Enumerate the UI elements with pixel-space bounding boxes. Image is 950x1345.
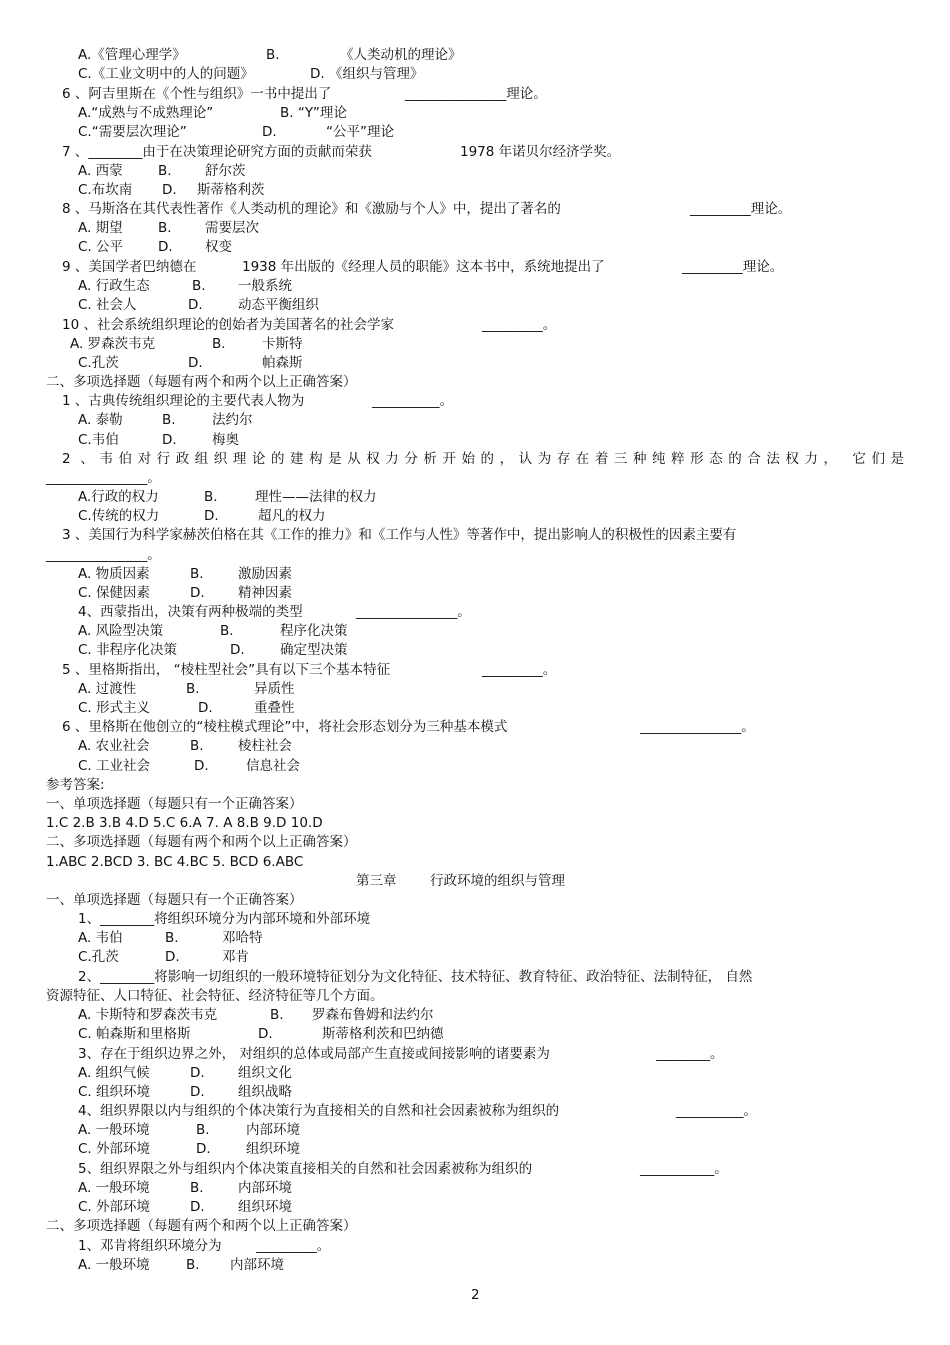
text-segment: B. <box>270 1007 284 1023</box>
text-segment: 斯蒂格利茨 <box>197 182 265 198</box>
text-segment: ________。 <box>656 1046 724 1062</box>
text-segment: A. 一般环境 <box>78 1180 150 1196</box>
text-line <box>0 335 950 354</box>
text-segment: 1978 年诺贝尔经济学奖。 <box>460 144 621 160</box>
text-segment: 邓肯 <box>222 949 249 965</box>
text-segment: 2 <box>471 1287 480 1303</box>
text-line <box>0 641 950 660</box>
text-segment: C.孔茨 <box>78 355 119 371</box>
text-segment: C.孔茨 <box>78 949 119 965</box>
text-segment: D. <box>158 239 173 255</box>
text-line <box>0 277 950 296</box>
text-segment: A. 罗森茨韦克 <box>70 336 156 352</box>
text-line <box>0 948 950 967</box>
text-segment: 1 、古典传统组织理论的主要代表人物为 <box>62 393 305 409</box>
text-segment: D. <box>196 1141 211 1157</box>
text-segment: C. 组织环境 <box>78 1084 151 1100</box>
text-segment: C.《工业文明中的人的问题》 <box>78 66 254 82</box>
text-segment: A. 物质因素 <box>78 566 150 582</box>
text-segment: C. 外部环境 <box>78 1199 151 1215</box>
text-segment: D. <box>162 182 177 198</box>
text-segment: 一、单项选择题（每题只有一个正确答案） <box>46 892 303 908</box>
text-segment: B. <box>212 336 226 352</box>
text-segment: 组织环境 <box>246 1141 300 1157</box>
text-segment: B. <box>192 278 206 294</box>
text-segment: 动态平衡组织 <box>238 297 319 313</box>
text-line <box>0 1102 950 1121</box>
text-segment: A. 期望 <box>78 220 123 236</box>
text-segment: C. 公平 <box>78 239 124 255</box>
text-segment: C. 社会人 <box>78 297 137 313</box>
text-line <box>0 181 950 200</box>
text-line <box>0 85 950 104</box>
text-segment: _______________。 <box>46 547 161 563</box>
text-segment: A. 行政生态 <box>78 278 150 294</box>
text-line <box>0 1198 950 1217</box>
text-segment: 资源特征、人口特征、社会特征、经济特征等几个方面。 <box>46 988 384 1004</box>
text-segment: 2 、韦伯对行政组织理论的建构是从权力分析开始的，认为存在着三种纯粹形态的合法权力， 它们是 <box>62 451 904 467</box>
text-line <box>0 354 950 373</box>
text-line <box>0 488 950 507</box>
text-segment: 1.ABC 2.BCD 3. BC 4.BC 5. BCD 6.ABC <box>46 854 304 870</box>
text-segment: 7 、________由于在决策理论研究方面的贡献而荣获 <box>62 144 372 160</box>
text-segment: 《人类动机的理论》 <box>340 47 462 63</box>
text-segment: C.布坎南 <box>78 182 133 198</box>
text-segment: 确定型决策 <box>280 642 348 658</box>
text-segment: B. “Y”理论 <box>280 105 347 121</box>
text-segment: 异质性 <box>254 681 295 697</box>
text-segment: A. 韦伯 <box>78 930 123 946</box>
text-segment: B. <box>158 163 172 179</box>
text-segment: 二、多项选择题（每题有两个和两个以上正确答案） <box>46 1218 357 1234</box>
text-segment: B. <box>186 1257 200 1273</box>
text-line <box>0 316 950 335</box>
text-segment: 5、组织界限之外与组织内个体决策直接相关的自然和社会因素被称为组织的 <box>78 1161 533 1177</box>
text-segment: A. 一般环境 <box>78 1257 150 1273</box>
text-line <box>0 987 950 1006</box>
text-segment: D. <box>190 585 205 601</box>
text-segment: 帕森斯 <box>262 355 303 371</box>
text-segment: C. 保健因素 <box>78 585 151 601</box>
text-segment: C. 帕森斯和里格斯 <box>78 1026 191 1042</box>
text-segment: B. <box>165 930 179 946</box>
text-segment: D. <box>230 642 245 658</box>
text-segment: 二、多项选择题（每题有两个和两个以上正确答案） <box>46 374 357 390</box>
text-line <box>0 104 950 123</box>
text-segment: A. 西蒙 <box>78 163 123 179</box>
text-segment: D. <box>194 758 209 774</box>
text-segment: B. <box>266 47 280 63</box>
text-line <box>0 373 950 392</box>
text-segment: B. <box>186 681 200 697</box>
text-segment: B. <box>204 489 218 505</box>
text-line <box>0 296 950 315</box>
text-segment: 法约尔 <box>212 412 253 428</box>
text-segment: 第三章 <box>356 873 397 889</box>
text-segment: D. <box>162 432 177 448</box>
text-segment: B. <box>190 1180 204 1196</box>
text-line <box>0 258 950 277</box>
text-line <box>0 929 950 948</box>
text-segment: 参考答案: <box>46 777 105 793</box>
text-segment: 内部环境 <box>230 1257 284 1273</box>
text-segment: 2、________将影响一切组织的一般环境特征划分为文化特征、技术特征、教育特征、政治特征、法制特征， 自然 <box>78 969 753 985</box>
text-segment: 组织文化 <box>238 1065 292 1081</box>
text-line <box>0 123 950 142</box>
text-segment: __________。 <box>372 393 453 409</box>
text-segment: 棱柱社会 <box>238 738 292 754</box>
text-segment: D. <box>165 949 180 965</box>
text-segment: 4、组织界限以内与组织的个体决策行为直接相关的自然和社会因素被称为组织的 <box>78 1103 560 1119</box>
text-line <box>0 469 950 488</box>
text-segment: A. 组织气候 <box>78 1065 150 1081</box>
text-segment: D. <box>190 1199 205 1215</box>
text-segment: 1.C 2.B 3.B 4.D 5.C 6.A 7. A 8.B 9.D 10.D <box>46 815 323 831</box>
text-segment: C.传统的权力 <box>78 508 160 524</box>
text-segment: D. <box>258 1026 273 1042</box>
text-segment: 1938 年出版的《经理人员的职能》这本书中，系统地提出了 <box>242 259 605 275</box>
text-segment: B. <box>220 623 234 639</box>
text-segment: B. <box>162 412 176 428</box>
text-segment: A.《管理心理学》 <box>78 47 186 63</box>
text-segment: 9 、美国学者巴纳德在 <box>62 259 197 275</box>
text-line <box>0 622 950 641</box>
text-line <box>0 1083 950 1102</box>
text-segment: 8 、马斯洛在其代表性著作《人类动机的理论》和《激励与个人》中，提出了著名的 <box>62 201 561 217</box>
text-segment: 1、________将组织环境分为内部环境和外部环境 <box>78 911 371 927</box>
text-segment: 4、西蒙指出，决策有两种极端的类型 <box>78 604 303 620</box>
text-line <box>0 699 950 718</box>
text-line <box>0 1140 950 1159</box>
text-segment: A.行政的权力 <box>78 489 159 505</box>
text-segment: D. <box>190 1065 205 1081</box>
text-segment: A. 卡斯特和罗森茨韦克 <box>78 1007 218 1023</box>
text-segment: 一、单项选择题（每题只有一个正确答案） <box>46 796 303 812</box>
text-segment: C. 外部环境 <box>78 1141 151 1157</box>
text-segment: _________。 <box>482 317 557 333</box>
text-segment: 梅奥 <box>212 432 239 448</box>
text-line <box>0 833 950 852</box>
text-line <box>0 431 950 450</box>
text-segment: 精神因素 <box>238 585 292 601</box>
text-segment: 一般系统 <box>238 278 292 294</box>
text-segment: _______________。 <box>640 719 755 735</box>
text-line <box>0 65 950 84</box>
text-segment: A. 农业社会 <box>78 738 150 754</box>
text-line <box>0 603 950 622</box>
text-line <box>0 872 950 891</box>
text-line <box>0 1025 950 1044</box>
text-line <box>0 46 950 65</box>
text-line <box>0 1217 950 1236</box>
text-line <box>0 1237 950 1256</box>
text-segment: 重叠性 <box>254 700 295 716</box>
text-segment: _________。 <box>482 662 557 678</box>
text-segment: 邓哈特 <box>222 930 263 946</box>
text-segment: C. 非程序化决策 <box>78 642 178 658</box>
text-line <box>0 757 950 776</box>
text-segment: _______________。 <box>46 470 161 486</box>
text-line <box>0 392 950 411</box>
text-segment: _________。 <box>256 1238 331 1254</box>
text-segment: C. 形式主义 <box>78 700 151 716</box>
text-segment: 组织环境 <box>238 1199 292 1215</box>
text-line <box>0 219 950 238</box>
text-line <box>0 795 950 814</box>
text-segment: A. 风险型决策 <box>78 623 164 639</box>
text-segment: __________。 <box>676 1103 757 1119</box>
text-segment: 卡斯特 <box>262 336 303 352</box>
text-segment: “公平”理论 <box>326 124 394 140</box>
text-line <box>0 584 950 603</box>
text-segment: 超凡的权力 <box>258 508 326 524</box>
text-line <box>0 507 950 526</box>
text-segment: 组织战略 <box>238 1084 292 1100</box>
text-line <box>0 238 950 257</box>
text-segment: B. <box>190 566 204 582</box>
text-segment: A. 过渡性 <box>78 681 137 697</box>
text-segment: D. <box>188 297 203 313</box>
text-segment: 3 、美国行为科学家赫茨伯格在其《工作的推力》和《工作与人性》等著作中，提出影响人的积极性的因素主要有 <box>62 527 737 543</box>
text-line <box>0 200 950 219</box>
text-line <box>0 1160 950 1179</box>
text-line <box>0 853 950 872</box>
text-segment: B. <box>158 220 172 236</box>
text-segment: D. <box>262 124 277 140</box>
text-line <box>0 661 950 680</box>
text-segment: C. 工业社会 <box>78 758 151 774</box>
text-segment: _________理论。 <box>690 201 792 217</box>
text-line <box>0 1179 950 1198</box>
text-segment: B. <box>190 738 204 754</box>
text-segment: _______________理论。 <box>405 86 547 102</box>
text-segment: 行政环境的组织与管理 <box>430 873 565 889</box>
text-line <box>0 565 950 584</box>
text-line <box>0 546 950 565</box>
text-segment: C.韦伯 <box>78 432 119 448</box>
text-line <box>0 162 950 181</box>
text-line <box>0 1256 950 1275</box>
text-segment: D. 《组织与管理》 <box>310 66 424 82</box>
text-line <box>0 1064 950 1083</box>
text-segment: 10 、社会系统组织理论的创始者为美国著名的社会学家 <box>62 317 394 333</box>
text-line <box>0 450 950 469</box>
text-segment: 需要层次 <box>205 220 259 236</box>
text-line <box>0 1045 950 1064</box>
text-line <box>0 814 950 833</box>
text-segment: D. <box>204 508 219 524</box>
text-segment: 激励因素 <box>238 566 292 582</box>
text-segment: D. <box>188 355 203 371</box>
text-line <box>0 910 950 929</box>
text-line <box>0 526 950 545</box>
text-segment: ___________。 <box>640 1161 728 1177</box>
text-segment: A. 泰勒 <box>78 412 123 428</box>
text-segment: C.“需要层次理论” <box>78 124 187 140</box>
text-segment: _________理论。 <box>682 259 784 275</box>
text-line <box>0 968 950 987</box>
text-segment: _______________。 <box>356 604 471 620</box>
text-segment: 5 、里格斯指出， “棱柱型社会”具有以下三个基本特征 <box>62 662 391 678</box>
text-segment: 信息社会 <box>246 758 300 774</box>
text-line <box>0 718 950 737</box>
text-segment: A.“成熟与不成熟理论” <box>78 105 214 121</box>
text-segment: 内部环境 <box>238 1180 292 1196</box>
text-segment: D. <box>190 1084 205 1100</box>
text-line <box>0 680 950 699</box>
text-segment: 舒尔茨 <box>205 163 246 179</box>
text-line <box>0 1286 950 1305</box>
text-line <box>0 1006 950 1025</box>
text-segment: B. <box>196 1122 210 1138</box>
text-segment: 二、多项选择题（每题有两个和两个以上正确答案） <box>46 834 357 850</box>
text-segment: 理性——法律的权力 <box>255 489 377 505</box>
text-segment: 3、存在于组织边界之外， 对组织的总体或局部产生直接或间接影响的诸要素为 <box>78 1046 550 1062</box>
text-line <box>0 411 950 430</box>
text-segment: D. <box>198 700 213 716</box>
text-segment: 权变 <box>205 239 232 255</box>
text-segment: 6 、阿吉里斯在《个性与组织》一书中提出了 <box>62 86 332 102</box>
text-line <box>0 143 950 162</box>
text-line <box>0 1121 950 1140</box>
text-line <box>0 891 950 910</box>
text-segment: A. 一般环境 <box>78 1122 150 1138</box>
text-segment: 斯蒂格利茨和巴纳德 <box>322 1026 444 1042</box>
text-segment: 程序化决策 <box>280 623 348 639</box>
text-segment: 内部环境 <box>246 1122 300 1138</box>
text-segment: 罗森布鲁姆和法约尔 <box>312 1007 434 1023</box>
text-segment: 1、邓肯将组织环境分为 <box>78 1238 222 1254</box>
text-line <box>0 737 950 756</box>
text-segment: 6 、里格斯在他创立的“棱柱模式理论”中，将社会形态划分为三种基本模式 <box>62 719 508 735</box>
text-line <box>0 776 950 795</box>
